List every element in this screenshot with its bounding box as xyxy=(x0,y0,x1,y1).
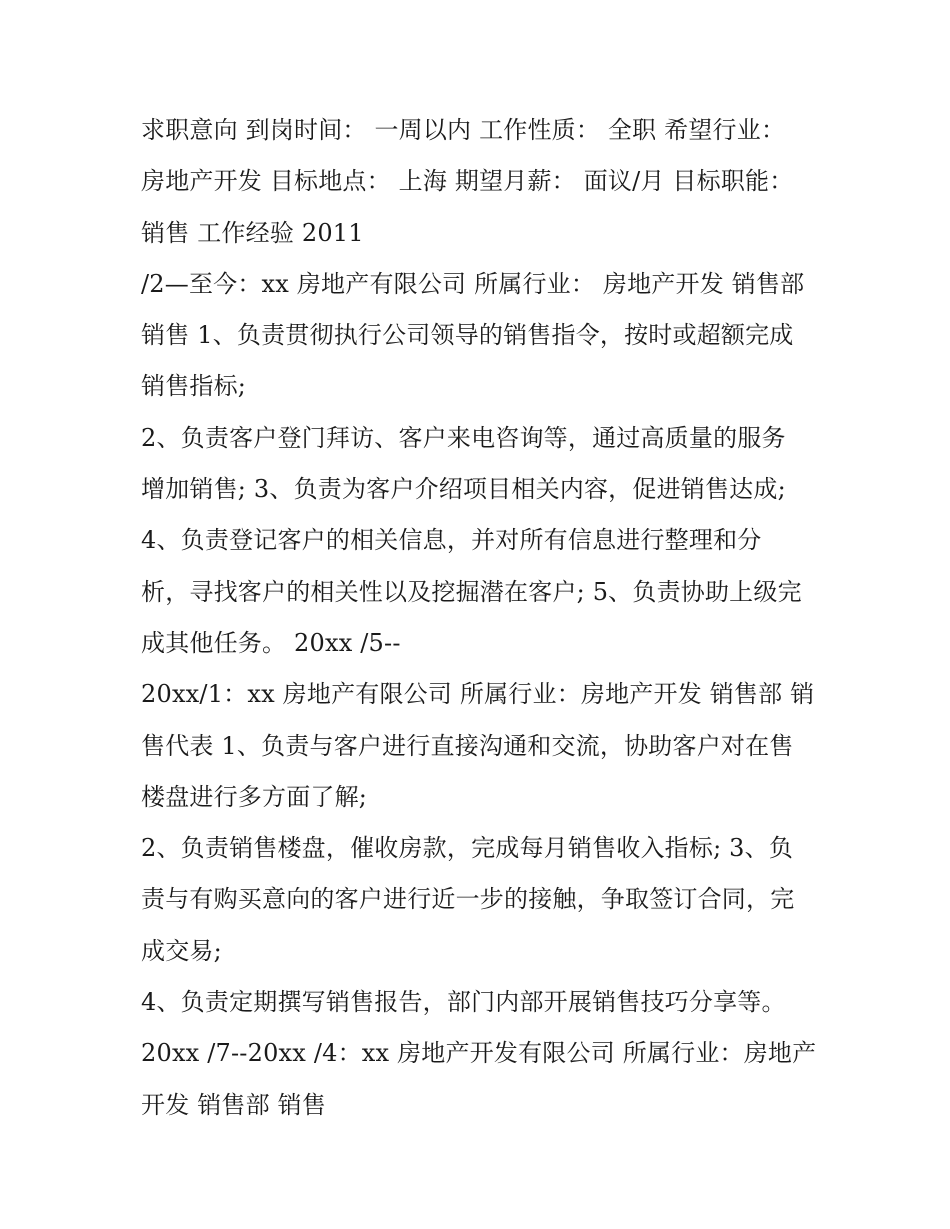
text-line: 成其他任务。 20xx /5-- xyxy=(141,628,401,657)
text-line: 求职意向 到岗时间： 一周以内 工作性质： 全职 希望行业： xyxy=(141,116,786,144)
text-line: 20xx /7--20xx /4：xx 房地产开发有限公司 所属行业：房地产 xyxy=(141,1039,817,1068)
text-line: 4、负责登记客户的相关信息，并对所有信息进行整理和分 xyxy=(141,526,762,555)
resume-text-block xyxy=(141,105,831,1131)
text-line: 2、负责客户登门拜访、客户来电咨询等，通过高质量的服务 xyxy=(141,423,786,452)
text-line: 销售 工作经验 2011 xyxy=(141,218,364,247)
text-line: 成交易; xyxy=(141,936,222,965)
text-line: 2、负责销售楼盘，催收房款，完成每月销售收入指标; 3、负 xyxy=(141,834,794,863)
text-line: 析，寻找客户的相关性以及挖掘潜在客户; 5、负责协助上级完 xyxy=(141,577,802,606)
text-line: 责与有购买意向的客户进行近一步的接触，争取签订合同，完 xyxy=(141,885,795,914)
text-line: 销售 1、负责贯彻执行公司领导的销售指令，按时或超额完成 xyxy=(141,321,794,350)
text-line: 20xx/1：xx 房地产有限公司 所属行业：房地产开发 销售部 销 xyxy=(141,680,815,709)
text-line: 房地产开发 目标地点： 上海 期望月薪： 面议/月 目标职能： xyxy=(141,167,794,196)
text-line: /2—至今：xx 房地产有限公司 所属行业： 房地产开发 销售部 xyxy=(141,269,805,298)
text-line: 增加销售; 3、负责为客户介绍项目相关内容，促进销售达成; xyxy=(141,475,786,504)
text-line: 售代表 1、负责与客户进行直接沟通和交流，协助客户对在售 xyxy=(141,731,794,760)
text-line: 4、负责定期撰写销售报告，部门内部开展销售技巧分享等。 xyxy=(141,988,786,1017)
text-line: 销售指标; xyxy=(141,372,247,401)
text-line: 开发 销售部 销售 xyxy=(141,1090,327,1119)
text-line: 楼盘进行多方面了解; xyxy=(141,782,368,811)
